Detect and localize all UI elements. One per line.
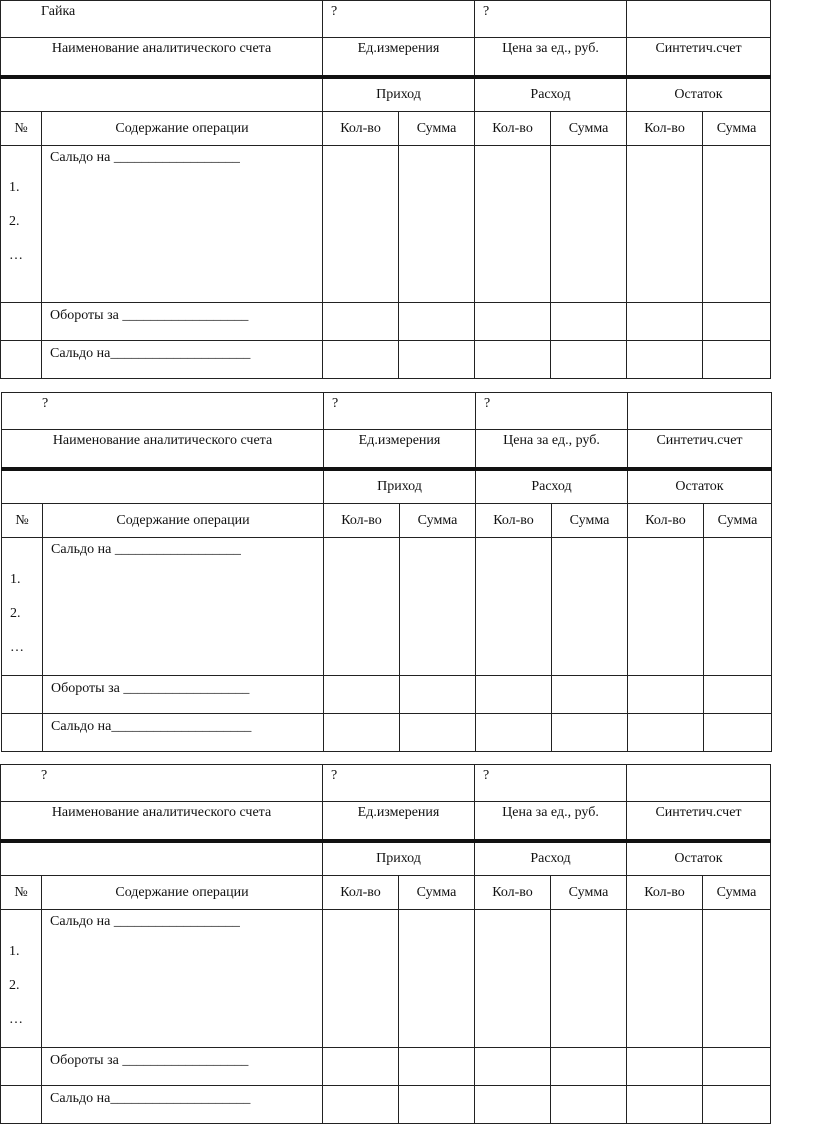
row-number: 1. — [10, 572, 21, 587]
operations-body-row — [1, 146, 771, 303]
empty-number-cell — [1, 1086, 42, 1124]
column-header-balance-qty: Кол-во — [628, 504, 704, 538]
column-header-income-sum: Сумма — [399, 876, 475, 910]
empty-group-cell — [1, 77, 323, 112]
expense-group-label: Расход — [476, 469, 628, 504]
header-row-groups — [1, 77, 771, 112]
row-number: 2. — [10, 606, 21, 621]
ledger-table — [0, 0, 771, 379]
price-label: Цена за ед., руб. — [475, 38, 627, 78]
analytic-account-label: Наименование аналитического счета — [2, 430, 324, 470]
item-name-cell: ? — [1, 765, 323, 802]
row-number: … — [9, 1012, 23, 1027]
data-cell[interactable] — [475, 341, 551, 379]
column-header-income-qty: Кол-во — [323, 112, 399, 146]
data-cell[interactable] — [323, 1086, 399, 1124]
balance-group-label: Остаток — [627, 77, 771, 112]
column-header-operation: Содержание операции — [42, 876, 323, 910]
data-cell[interactable] — [704, 676, 772, 714]
closing-balance-row — [1, 341, 771, 379]
column-header-balance-qty: Кол-во — [627, 112, 703, 146]
data-cell[interactable] — [551, 1048, 627, 1086]
income-group-label: Приход — [323, 841, 475, 876]
data-cell[interactable] — [476, 538, 552, 676]
data-cell[interactable] — [552, 538, 628, 676]
operations-body-row — [1, 910, 771, 1048]
data-cell[interactable] — [628, 538, 704, 676]
data-cell[interactable] — [628, 676, 704, 714]
ledger-table — [1, 392, 772, 752]
income-group-label: Приход — [324, 469, 476, 504]
data-cell[interactable] — [399, 1086, 475, 1124]
opening-balance-label: Сальдо на __________________ — [50, 914, 240, 929]
data-cell[interactable] — [627, 146, 703, 303]
data-cell[interactable] — [703, 341, 771, 379]
data-cell[interactable] — [476, 676, 552, 714]
turnover-row — [2, 676, 772, 714]
column-header-balance-sum: Сумма — [704, 504, 772, 538]
header-row-title — [1, 765, 771, 802]
data-cell[interactable] — [323, 303, 399, 341]
operations-body-row — [2, 538, 772, 676]
empty-number-cell — [1, 303, 42, 341]
unit-label: Ед.измерения — [323, 802, 475, 842]
column-header-balance-sum: Сумма — [703, 876, 771, 910]
data-cell[interactable] — [399, 910, 475, 1048]
income-group-label: Приход — [323, 77, 475, 112]
empty-group-cell — [1, 841, 323, 876]
header-row-columns — [1, 876, 771, 910]
row-number: … — [10, 640, 24, 655]
data-cell[interactable] — [476, 714, 552, 752]
data-cell[interactable] — [551, 146, 627, 303]
column-header-operation: Содержание операции — [43, 504, 324, 538]
data-cell[interactable] — [703, 303, 771, 341]
ledger-table — [0, 764, 771, 1124]
opening-balance-label: Сальдо на __________________ — [50, 150, 240, 165]
expense-group-label: Расход — [475, 77, 627, 112]
data-cell[interactable] — [475, 146, 551, 303]
data-cell[interactable] — [400, 538, 476, 676]
data-cell[interactable] — [627, 303, 703, 341]
empty-number-cell — [1, 341, 42, 379]
data-cell[interactable] — [324, 714, 400, 752]
item-name-cell: Гайка — [1, 1, 323, 38]
turnover-label: Обороты за __________________ — [43, 676, 324, 714]
data-cell[interactable] — [475, 1048, 551, 1086]
header-row-groups — [1, 841, 771, 876]
turnover-label: Обороты за __________________ — [42, 303, 323, 341]
empty-number-cell — [1, 1048, 42, 1086]
column-header-expense-sum: Сумма — [551, 876, 627, 910]
price-label: Цена за ед., руб. — [476, 430, 628, 470]
data-cell[interactable] — [399, 1048, 475, 1086]
closing-balance-label: Сальдо на____________________ — [43, 714, 324, 752]
header-row-columns — [1, 112, 771, 146]
column-header-income-qty: Кол-во — [324, 504, 400, 538]
row-numbers-cell — [1, 146, 42, 303]
data-cell[interactable] — [703, 1048, 771, 1086]
column-header-operation: Содержание операции — [42, 112, 323, 146]
data-cell[interactable] — [399, 146, 475, 303]
row-number: … — [9, 248, 23, 263]
analytic-account-label: Наименование аналитического счета — [1, 802, 323, 842]
turnover-row — [1, 303, 771, 341]
closing-balance-row — [2, 714, 772, 752]
price-value-cell: ? — [475, 1, 627, 38]
ledger-card — [1, 392, 771, 752]
empty-group-cell — [2, 469, 324, 504]
data-cell[interactable] — [552, 714, 628, 752]
account-value-cell — [627, 765, 771, 802]
data-cell[interactable] — [551, 910, 627, 1048]
data-cell[interactable] — [704, 538, 772, 676]
column-header-income-sum: Сумма — [400, 504, 476, 538]
price-value-cell: ? — [475, 765, 627, 802]
empty-number-cell — [2, 676, 43, 714]
ledger-card — [0, 0, 770, 379]
data-cell[interactable] — [324, 676, 400, 714]
data-cell[interactable] — [627, 910, 703, 1048]
synthetic-account-label: Синтетич.счет — [627, 802, 771, 842]
data-cell[interactable] — [400, 714, 476, 752]
row-number: 2. — [9, 978, 20, 993]
header-row-title — [2, 393, 772, 430]
column-header-income-sum: Сумма — [399, 112, 475, 146]
column-header-number: № — [1, 112, 42, 146]
column-header-income-qty: Кол-во — [323, 876, 399, 910]
expense-group-label: Расход — [475, 841, 627, 876]
ledger-card — [0, 764, 770, 1124]
row-numbers-cell — [2, 538, 43, 676]
operation-content-cell[interactable] — [43, 538, 324, 676]
data-cell[interactable] — [323, 341, 399, 379]
empty-number-cell — [2, 714, 43, 752]
header-row-columns — [2, 504, 772, 538]
data-cell[interactable] — [399, 303, 475, 341]
unit-label: Ед.измерения — [324, 430, 476, 470]
operation-content-cell[interactable] — [42, 910, 323, 1048]
closing-balance-label: Сальдо на____________________ — [42, 341, 323, 379]
data-cell[interactable] — [323, 1048, 399, 1086]
data-cell[interactable] — [475, 303, 551, 341]
unit-value-cell: ? — [323, 765, 475, 802]
unit-label: Ед.измерения — [323, 38, 475, 78]
header-row-names — [1, 802, 771, 842]
price-value-cell: ? — [476, 393, 628, 430]
column-header-expense-qty: Кол-во — [476, 504, 552, 538]
column-header-balance-sum: Сумма — [703, 112, 771, 146]
turnover-label: Обороты за __________________ — [42, 1048, 323, 1086]
data-cell[interactable] — [628, 714, 704, 752]
data-cell[interactable] — [703, 910, 771, 1048]
data-cell[interactable] — [703, 1086, 771, 1124]
data-cell[interactable] — [475, 1086, 551, 1124]
data-cell[interactable] — [627, 1086, 703, 1124]
account-value-cell — [628, 393, 772, 430]
header-row-names — [2, 430, 772, 470]
closing-balance-label: Сальдо на____________________ — [42, 1086, 323, 1124]
data-cell[interactable] — [399, 341, 475, 379]
header-row-names — [1, 38, 771, 78]
balance-group-label: Остаток — [627, 841, 771, 876]
data-cell[interactable] — [551, 341, 627, 379]
synthetic-account-label: Синтетич.счет — [628, 430, 772, 470]
header-row-title — [1, 1, 771, 38]
row-number: 1. — [9, 180, 20, 195]
column-header-number: № — [2, 504, 43, 538]
data-cell[interactable] — [703, 146, 771, 303]
data-cell[interactable] — [704, 714, 772, 752]
unit-value-cell: ? — [324, 393, 476, 430]
turnover-row — [1, 1048, 771, 1086]
data-cell[interactable] — [552, 676, 628, 714]
column-header-number: № — [1, 876, 42, 910]
unit-value-cell: ? — [323, 1, 475, 38]
column-header-expense-qty: Кол-во — [475, 876, 551, 910]
data-cell[interactable] — [627, 341, 703, 379]
data-cell[interactable] — [627, 1048, 703, 1086]
synthetic-account-label: Синтетич.счет — [627, 38, 771, 78]
closing-balance-row — [1, 1086, 771, 1124]
data-cell[interactable] — [323, 146, 399, 303]
item-name-cell: ? — [2, 393, 324, 430]
balance-group-label: Остаток — [628, 469, 772, 504]
column-header-balance-qty: Кол-во — [627, 876, 703, 910]
column-header-expense-sum: Сумма — [552, 504, 628, 538]
column-header-expense-sum: Сумма — [551, 112, 627, 146]
row-numbers-cell — [1, 910, 42, 1048]
column-header-expense-qty: Кол-во — [475, 112, 551, 146]
header-row-groups — [2, 469, 772, 504]
row-number: 2. — [9, 214, 20, 229]
data-cell[interactable] — [551, 1086, 627, 1124]
operation-content-cell[interactable] — [42, 146, 323, 303]
analytic-account-label: Наименование аналитического счета — [1, 38, 323, 78]
opening-balance-label: Сальдо на __________________ — [51, 542, 241, 557]
data-cell[interactable] — [400, 676, 476, 714]
account-value-cell — [627, 1, 771, 38]
data-cell[interactable] — [324, 538, 400, 676]
data-cell[interactable] — [551, 303, 627, 341]
price-label: Цена за ед., руб. — [475, 802, 627, 842]
data-cell[interactable] — [475, 910, 551, 1048]
row-number: 1. — [9, 944, 20, 959]
data-cell[interactable] — [323, 910, 399, 1048]
